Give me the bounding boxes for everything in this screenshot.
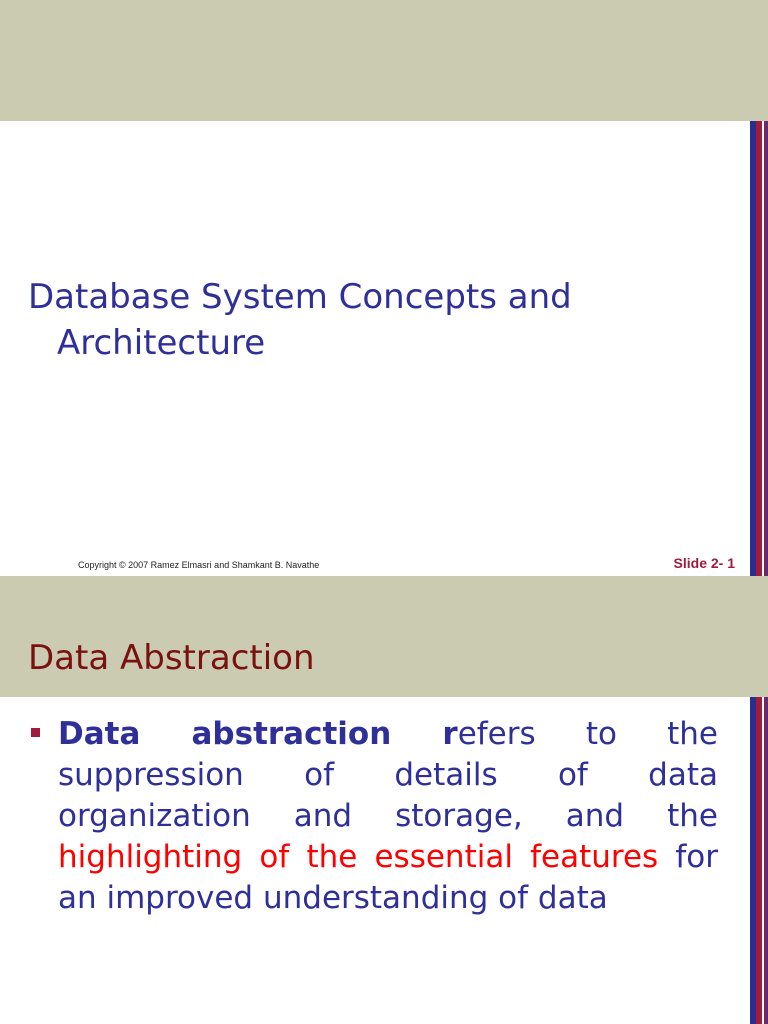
slide-title: Data Abstraction: [28, 638, 315, 678]
slide-number: Slide 2- 1: [673, 555, 735, 571]
title-line-1: Database System Concepts and: [28, 277, 572, 317]
bullet-text: [58, 714, 718, 919]
copyright-notice: Copyright © 2007 Ramez Elmasri and Shamkant B. Navathe: [78, 560, 320, 570]
slide-data-abstraction: [0, 576, 768, 1024]
title-line-2: Architecture: [57, 323, 266, 363]
bullet-text-end: for an improved understanding of data: [58, 839, 718, 916]
header-band: [0, 576, 768, 697]
bullet-text-main: efers to the suppression of details of data organization and storage, and the: [58, 716, 718, 834]
stripe-tail: [764, 697, 768, 1024]
header-band: [0, 0, 768, 121]
bullet-highlight: highlighting of the essential features: [58, 839, 659, 875]
presentation-title: [28, 274, 728, 366]
edge-stripes: [750, 121, 768, 576]
bullet-bold-term: Data abstraction r: [58, 716, 458, 752]
bullet-square-icon: [31, 728, 40, 737]
edge-stripes: [750, 697, 768, 1024]
bullet-item: [28, 714, 718, 919]
stripe-tail: [764, 121, 768, 576]
